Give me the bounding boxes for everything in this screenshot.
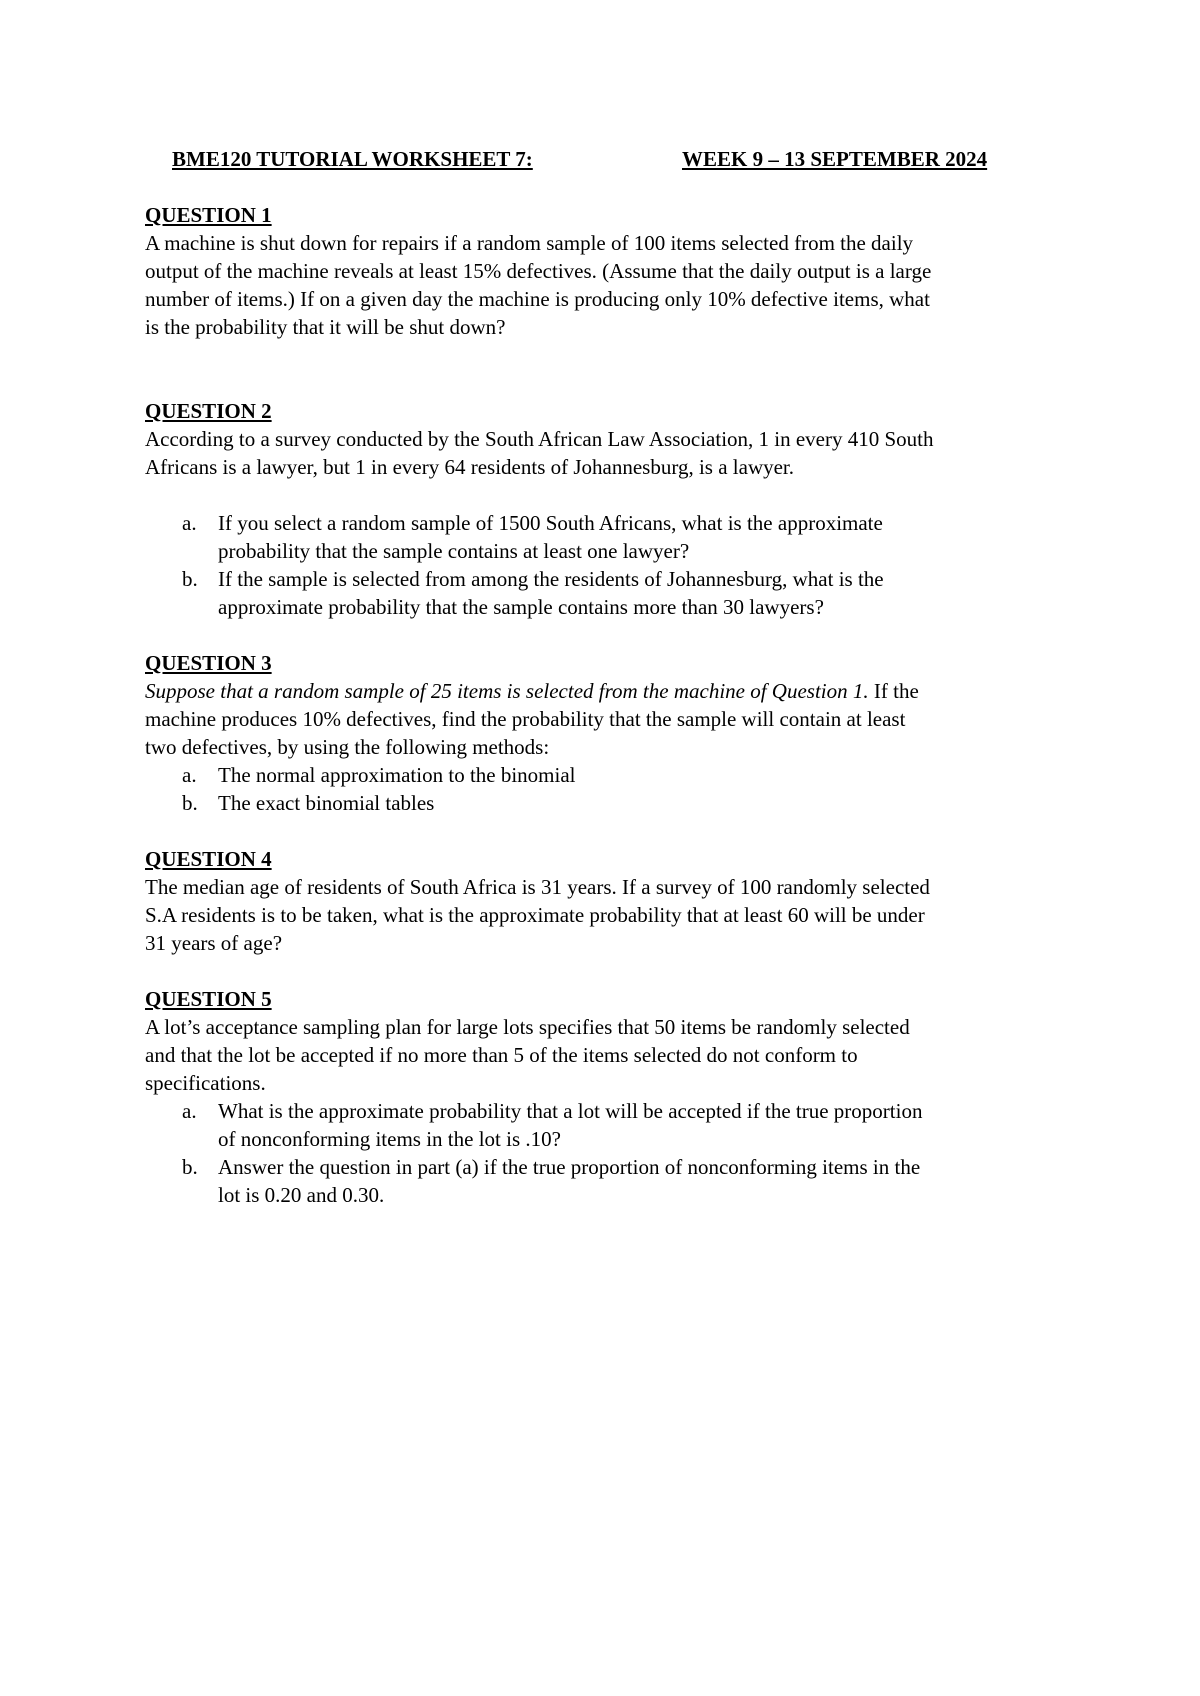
question-text-line: A machine is shut down for repairs if a random sample of 100 items selected from the daily: [145, 231, 914, 255]
question-heading: QUESTION 1: [145, 203, 272, 227]
sub-question-marker: a.: [182, 763, 197, 787]
worksheet-date: WEEK 9 – 13 SEPTEMBER 2024: [682, 147, 988, 171]
question-1: [145, 201, 1065, 341]
sub-question-marker: b.: [182, 1155, 198, 1179]
question-text-line: output of the machine reveals at least 15% defectives. (Assume that the daily output is a large: [145, 259, 932, 283]
question-3: [145, 649, 1065, 817]
worksheet-header: [145, 145, 1065, 173]
sub-question: [145, 789, 1065, 817]
question-5: [145, 985, 1065, 1209]
question-intro-italic: Suppose that a random sample of 25 items is selected from the machine of Question 1.: [145, 679, 869, 703]
sub-question-marker: b.: [182, 791, 198, 815]
sub-question-line: Answer the question in part (a) if the true proportion of nonconforming items in the: [218, 1155, 921, 1179]
sub-question-marker: b.: [182, 567, 198, 591]
sub-question-line: If the sample is selected from among the residents of Johannesburg, what is the: [218, 567, 884, 591]
question-text-line: number of items.) If on a given day the machine is producing only 10% defective items, what: [145, 287, 930, 311]
sub-question-line: lot is 0.20 and 0.30.: [218, 1183, 385, 1207]
sub-question-line: The normal approximation to the binomial: [218, 763, 576, 787]
question-text-line: 31 years of age?: [145, 931, 283, 955]
question-text-line: [145, 677, 1065, 705]
sub-question: [145, 509, 1065, 565]
question-text-line: A lot’s acceptance sampling plan for large lots specifies that 50 items be randomly selected: [145, 1015, 910, 1039]
sub-question-line: If you select a random sample of 1500 South Africans, what is the approximate: [218, 511, 883, 535]
sub-question: [145, 565, 1065, 621]
question-text-line: S.A residents is to be taken, what is the approximate probability that at least 60 will be under: [145, 903, 925, 927]
sub-question-line: of nonconforming items in the lot is .10?: [218, 1127, 561, 1151]
question-text-line: two defectives, by using the following methods:: [145, 735, 550, 759]
sub-question-list: [145, 761, 1065, 817]
worksheet-title: BME120 TUTORIAL WORKSHEET 7:: [172, 147, 533, 171]
question-text-line: specifications.: [145, 1071, 266, 1095]
question-heading: QUESTION 3: [145, 651, 272, 675]
sub-question-line: approximate probability that the sample contains more than 30 lawyers?: [218, 595, 824, 619]
sub-question-list: [145, 1097, 1065, 1209]
question-text-line: is the probability that it will be shut down?: [145, 315, 506, 339]
sub-question: [145, 1153, 1065, 1209]
sub-question-marker: a.: [182, 1099, 197, 1123]
sub-question-line: What is the approximate probability that a lot will be accepted if the true proportion: [218, 1099, 923, 1123]
question-heading: QUESTION 5: [145, 987, 272, 1011]
question-4: [145, 845, 1065, 957]
question-heading: QUESTION 4: [145, 847, 272, 871]
question-text-line: Africans is a lawyer, but 1 in every 64 residents of Johannesburg, is a lawyer.: [145, 455, 795, 479]
question-text-line: machine produces 10% defectives, find the probability that the sample will contain at least: [145, 707, 906, 731]
question-text-line: and that the lot be accepted if no more than 5 of the items selected do not conform to: [145, 1043, 858, 1067]
question-heading: QUESTION 2: [145, 399, 272, 423]
sub-question: [145, 761, 1065, 789]
worksheet-page: [145, 145, 1065, 1209]
sub-question-list: [145, 509, 1065, 621]
question-text-line: According to a survey conducted by the South African Law Association, 1 in every 410 South: [145, 427, 934, 451]
question-text-line: The median age of residents of South Africa is 31 years. If a survey of 100 randomly selected: [145, 875, 930, 899]
sub-question-marker: a.: [182, 511, 197, 535]
question-intro-rest: If the: [868, 679, 919, 703]
sub-question-line: The exact binomial tables: [218, 791, 435, 815]
question-2: [145, 397, 1065, 621]
sub-question-line: probability that the sample contains at least one lawyer?: [218, 539, 690, 563]
sub-question: [145, 1097, 1065, 1153]
